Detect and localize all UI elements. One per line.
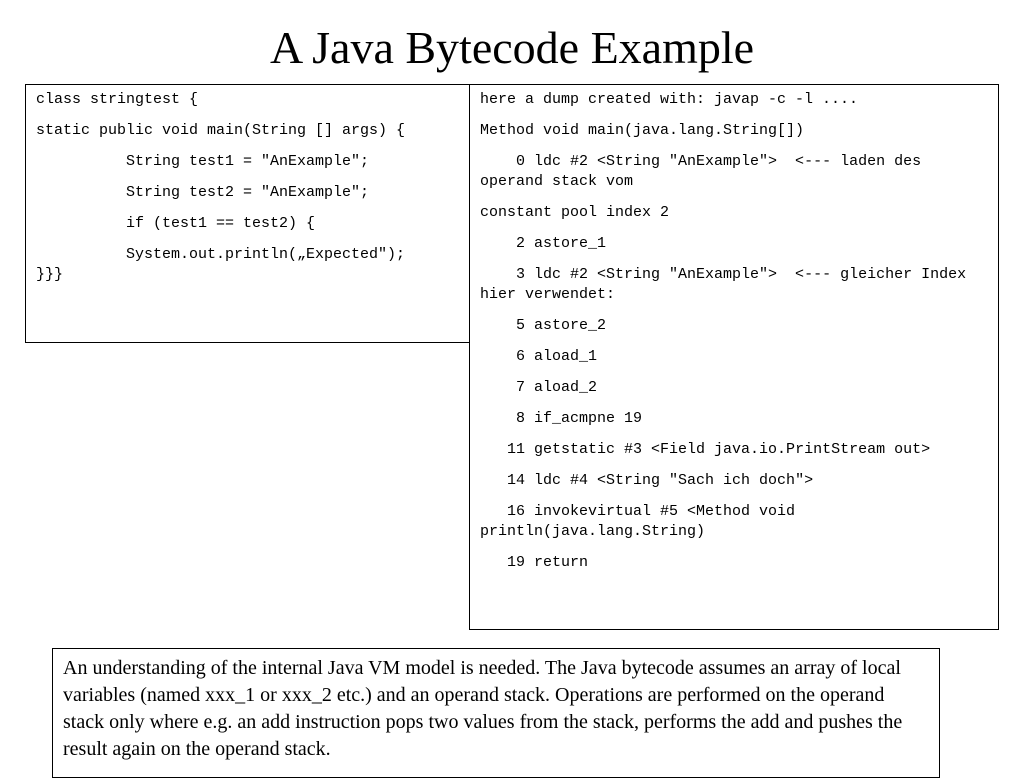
bytecode-line: here a dump created with: javap -c -l .... <box>480 91 859 108</box>
bytecode-dump-box <box>469 84 999 630</box>
bytecode-line: 8 if_acmpne 19 <box>480 410 643 427</box>
bytecode-line: 6 aload_1 <box>480 348 598 365</box>
source-code-line: if (test1 == test2) { <box>36 215 316 232</box>
bytecode-line: 16 invokevirtual #5 <Method void println(java.lang.String) <box>480 503 805 540</box>
source-code-line: class stringtest { <box>36 91 199 108</box>
bytecode-line: 5 astore_2 <box>480 317 607 334</box>
bytecode-line: 11 getstatic #3 <Field java.io.PrintStream out> <box>480 441 931 458</box>
bytecode-line: Method void main(java.lang.String[]) <box>480 122 805 139</box>
bytecode-line: 19 return <box>480 554 589 571</box>
source-code-line: static public void main(String [] args) { <box>36 122 406 139</box>
bytecode-line: 7 aload_2 <box>480 379 598 396</box>
bytecode-line: constant pool index 2 <box>480 204 670 221</box>
bytecode-line: 3 ldc #2 <String "AnExample"> <--- gleicher Index hier verwendet: <box>480 266 976 303</box>
source-code-line: System.out.println(„Expected"); <box>36 246 406 263</box>
explanation-text-box: An understanding of the internal Java VM model is needed. The Java bytecode assumes an array of local variables (named xxx_1 or xxx_2 etc.) and an operand stack. Operations are performed on the operand stack only where e.g. an add instruction pops two values from the stack, performs the add and pushes the result again on the operand stack. <box>52 648 940 778</box>
bytecode-line: 2 astore_1 <box>480 235 607 252</box>
source-code-line: }}} <box>36 266 64 283</box>
slide-title: A Java Bytecode Example <box>269 22 755 73</box>
source-code-box <box>25 84 474 343</box>
bytecode-line: 0 ldc #2 <String "AnExample"> <--- laden des operand stack vom <box>480 153 931 190</box>
source-code-line: String test1 = "AnExample"; <box>36 153 370 170</box>
source-code-line: String test2 = "AnExample"; <box>36 184 370 201</box>
bytecode-line: 14 ldc #4 <String "Sach ich doch"> <box>480 472 814 489</box>
